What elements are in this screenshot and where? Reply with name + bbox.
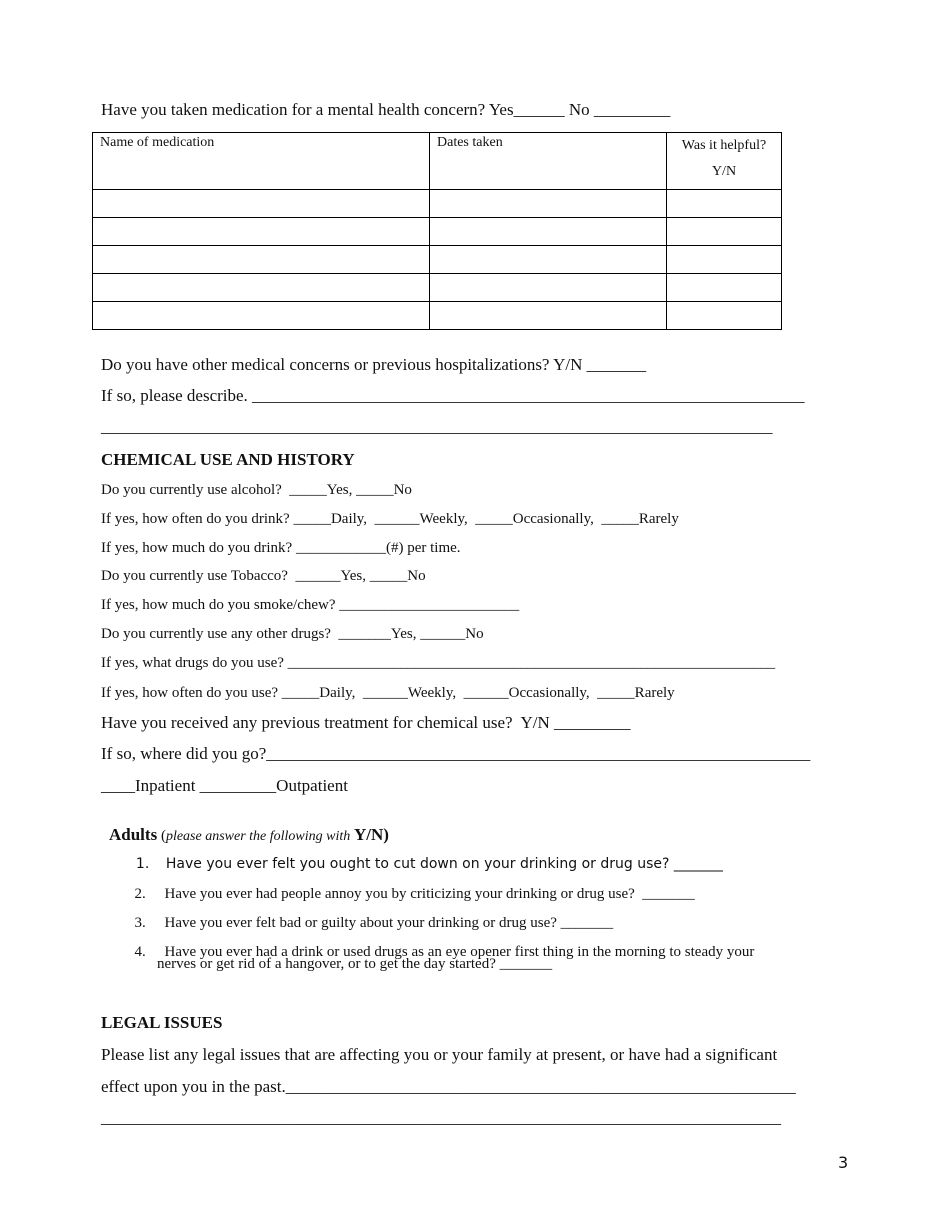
- header-helpful: [667, 133, 782, 190]
- medication-table: [92, 132, 782, 330]
- page-number: 3: [838, 1153, 849, 1172]
- helpful-cell[interactable]: [667, 246, 782, 274]
- helpful-cell[interactable]: [667, 190, 782, 218]
- inpatient-outpatient: ____Inpatient _________Outpatient: [101, 776, 348, 795]
- table-row: [93, 218, 782, 246]
- dates-taken-cell[interactable]: [430, 302, 667, 330]
- medication-name-cell[interactable]: [93, 190, 430, 218]
- legal-answer-line: ________________________________________________________________________________: [101, 1108, 781, 1127]
- question-number: 3.: [134, 915, 146, 931]
- adults-yn: Y/N): [354, 825, 389, 844]
- adults-label-line: Adults (please answer the following with Y/N): [109, 825, 389, 844]
- dates-taken-cell[interactable]: [430, 274, 667, 302]
- medical-describe-line: _______________________________________________________________________________: [101, 417, 773, 436]
- legal-question-line1: Please list any legal issues that are affecting you or your family at present, or have had a significant: [101, 1045, 778, 1064]
- header-helpful-label: Was it helpful?: [681, 138, 767, 153]
- medical-concerns-question: Do you have other medical concerns or previous hospitalizations? Y/N _______: [101, 355, 647, 374]
- medication-name-cell[interactable]: [93, 302, 430, 330]
- dates-taken-cell[interactable]: [430, 218, 667, 246]
- helpful-cell[interactable]: [667, 218, 782, 246]
- table-row: [93, 246, 782, 274]
- which-drugs-question: If yes, what drugs do you use? _________________________________________________________________: [101, 655, 776, 671]
- question-number: 4.: [134, 944, 146, 960]
- other-drugs-question: Do you currently use any other drugs? _______Yes, ______No: [101, 626, 484, 642]
- helpful-cell[interactable]: [667, 302, 782, 330]
- treatment-question: Have you received any previous treatment for chemical use? Y/N _________: [101, 713, 631, 732]
- medication-question: Have you taken medication for a mental health concern? Yes______ No _________: [101, 100, 671, 119]
- legal-question-line2: effect upon you in the past.____________________________________________________________: [101, 1077, 796, 1096]
- header-dates-taken: Dates taken: [430, 133, 667, 190]
- question-text: Have you ever felt bad or guilty about your drinking or drug use? _______: [164, 915, 614, 931]
- chemical-heading: CHEMICAL USE AND HISTORY: [101, 450, 355, 469]
- table-row: [93, 190, 782, 218]
- helpful-cell[interactable]: [667, 274, 782, 302]
- drink-amount-question: If yes, how much do you drink? ____________(#) per time.: [101, 540, 461, 556]
- medication-name-cell[interactable]: [93, 246, 430, 274]
- legal-heading: LEGAL ISSUES: [101, 1013, 223, 1032]
- dates-taken-cell[interactable]: [430, 190, 667, 218]
- question-number: 1.: [135, 856, 150, 872]
- question-text: Have you ever had people annoy you by criticizing your drinking or drug use? _______: [164, 886, 695, 902]
- tobacco-question: Do you currently use Tobacco? ______Yes, _____No: [101, 568, 426, 584]
- medication-name-cell[interactable]: [93, 274, 430, 302]
- alcohol-question: Do you currently use alcohol? _____Yes, _____No: [101, 482, 412, 498]
- dates-taken-cell[interactable]: [430, 246, 667, 274]
- question-text: Have you ever felt you ought to cut down on your drinking or drug use? _______: [165, 856, 723, 872]
- header-helpful-yn: Y/N: [711, 164, 737, 179]
- question-number: 2.: [134, 886, 146, 902]
- drug-frequency-question: If yes, how often do you use? _____Daily, ______Weekly, ______Occasionally, _____Rarely: [101, 685, 675, 701]
- adult-question-1: [127, 840, 723, 872]
- adults-label: Adults: [109, 825, 158, 844]
- adults-note: please answer the following with: [165, 829, 351, 844]
- header-medication-name: Name of medication: [93, 133, 430, 190]
- smoke-amount-question: If yes, how much do you smoke/chew? ________________________: [101, 597, 520, 613]
- table-header-row: [93, 133, 782, 190]
- medication-name-cell[interactable]: [93, 218, 430, 246]
- adult-question-4-continued: nerves or get rid of a hangover, or to get the day started? _______: [157, 956, 553, 972]
- medical-describe-question: If so, please describe. _________________________________________________________________: [101, 386, 805, 405]
- question-text: Have you ever had a drink or used drugs as an eye opener first thing in the morning to steady your: [164, 944, 755, 960]
- table-row: [93, 302, 782, 330]
- table-row: [93, 274, 782, 302]
- drink-frequency-question: If yes, how often do you drink? _____Daily, ______Weekly, _____Occasionally, _____Rarely: [101, 511, 679, 527]
- treatment-where-question: If so, where did you go?________________________________________________________________: [101, 744, 811, 763]
